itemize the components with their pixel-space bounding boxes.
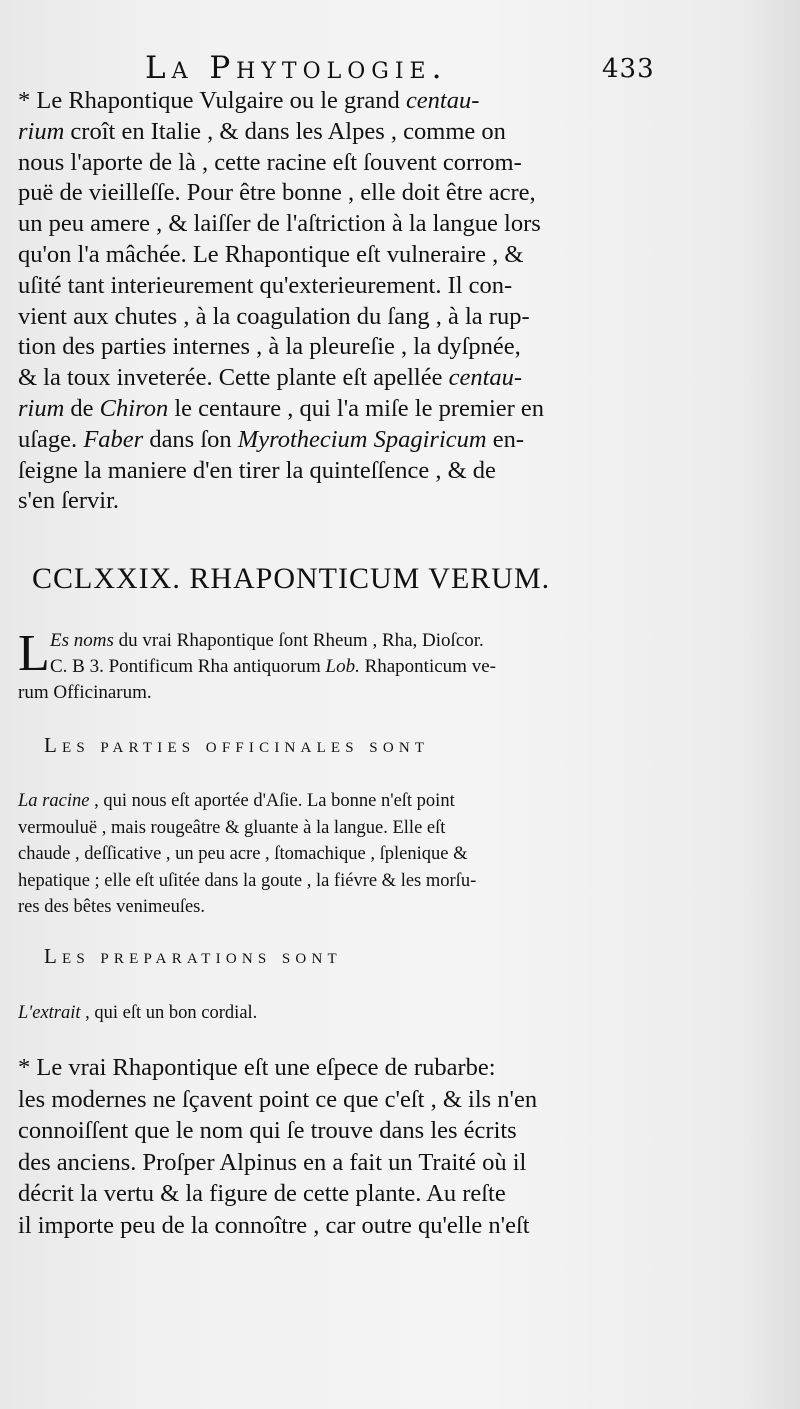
paragraph-rhapontique-vulgaire — [18, 86, 658, 517]
text-line: des anciens. Proſper Alpinus en a fait un Traité où il — [18, 1148, 527, 1176]
text-line: res des bêtes venimeuſes. — [18, 897, 205, 917]
text-line: nous l'aporte de là , cette racine eſt ſouvent corrom- — [18, 148, 522, 176]
text-line: puë de vieilleſſe. Pour être bonne , elle doit être acre, — [18, 179, 536, 207]
text-line: rium croît en Italie , & dans les Alpes , comme on — [18, 117, 506, 145]
preparations-paragraph — [18, 1000, 658, 1027]
page-number: 433 — [602, 54, 655, 84]
running-title: La Phytologie. — [145, 50, 448, 86]
text-line: il importe peu de la connoître , car outre qu'elle n'eſt — [18, 1211, 530, 1239]
text-line: vermouluë , mais rougeâtre & gluante à la langue. Elle eſt — [18, 817, 446, 838]
text-line: un peu amere , & laiſſer de l'aſtriction à la langue lors — [18, 210, 541, 238]
text-line: rum Officinarum. — [18, 682, 152, 703]
text-line: décrit la vertu & la figure de cette plante. Au reſte — [18, 1180, 506, 1208]
text-line: La racine , qui nous eſt aportée d'Aſie. La bonne n'eſt point — [18, 791, 455, 811]
officinal-parts-paragraph — [18, 788, 658, 921]
section-title: CCLXXIX. RHAPONTICUM VERUM. — [32, 562, 551, 595]
text-line: vient aux chutes , à la coagulation du ſang , à la rup- — [18, 302, 530, 330]
paragraph-vrai-rhapontique — [18, 1052, 658, 1242]
text-line: les modernes ne ſçavent point ce que c'eſt , & ils n'en — [18, 1085, 538, 1113]
text-line: * Le Rhapontique Vulgaire ou le grand centau- — [18, 87, 480, 114]
preparations-heading: Les preparations sont — [44, 944, 342, 968]
text-line: hepatique ; elle eſt uſitée dans la goute , la fiévre & les morſu- — [18, 870, 477, 891]
text-line: uſité tant interieurement qu'exterieurement. Il con- — [18, 271, 513, 299]
text-line: ſeigne la maniere d'en tirer la quinteſſence , & de — [18, 456, 496, 484]
text-line: qu'on l'a mâchée. Le Rhapontique eſt vulneraire , & — [18, 240, 524, 268]
text-line: rium de Chiron le centaure , qui l'a miſe le premier en — [18, 394, 545, 422]
text-line: C. B 3. Pontificum Rha antiquorum Lob. Rhaponticum ve- — [50, 656, 496, 677]
officinal-parts-heading: Les parties officinales sont — [44, 733, 430, 757]
names-paragraph — [18, 625, 658, 706]
text-line: * Le vrai Rhapontique eſt une eſpece de rubarbe: — [18, 1054, 496, 1081]
text-line: connoiſſent que le nom qui ſe trouve dans les écrits — [18, 1117, 517, 1145]
text-line: chaude , deſſicative , un peu acre , ſtomachique , ſplenique & — [18, 844, 468, 864]
text-line: uſage. Faber dans ſon Myrothecium Spagiricum en- — [18, 425, 525, 453]
text-line: tion des parties internes , à la pleureſie , la dyſpnée, — [18, 333, 521, 361]
text-line: & la toux inveterée. Cette plante eſt apellée centau- — [18, 364, 523, 392]
drop-cap: L — [18, 625, 50, 682]
text-line: Es noms du vrai Rhapontique ſont Rheum , Rha, Dioſcor. — [50, 630, 484, 651]
text-line: s'en ſervir. — [18, 487, 120, 515]
text-line: L'extrait , qui eſt un bon cordial. — [18, 1003, 258, 1023]
